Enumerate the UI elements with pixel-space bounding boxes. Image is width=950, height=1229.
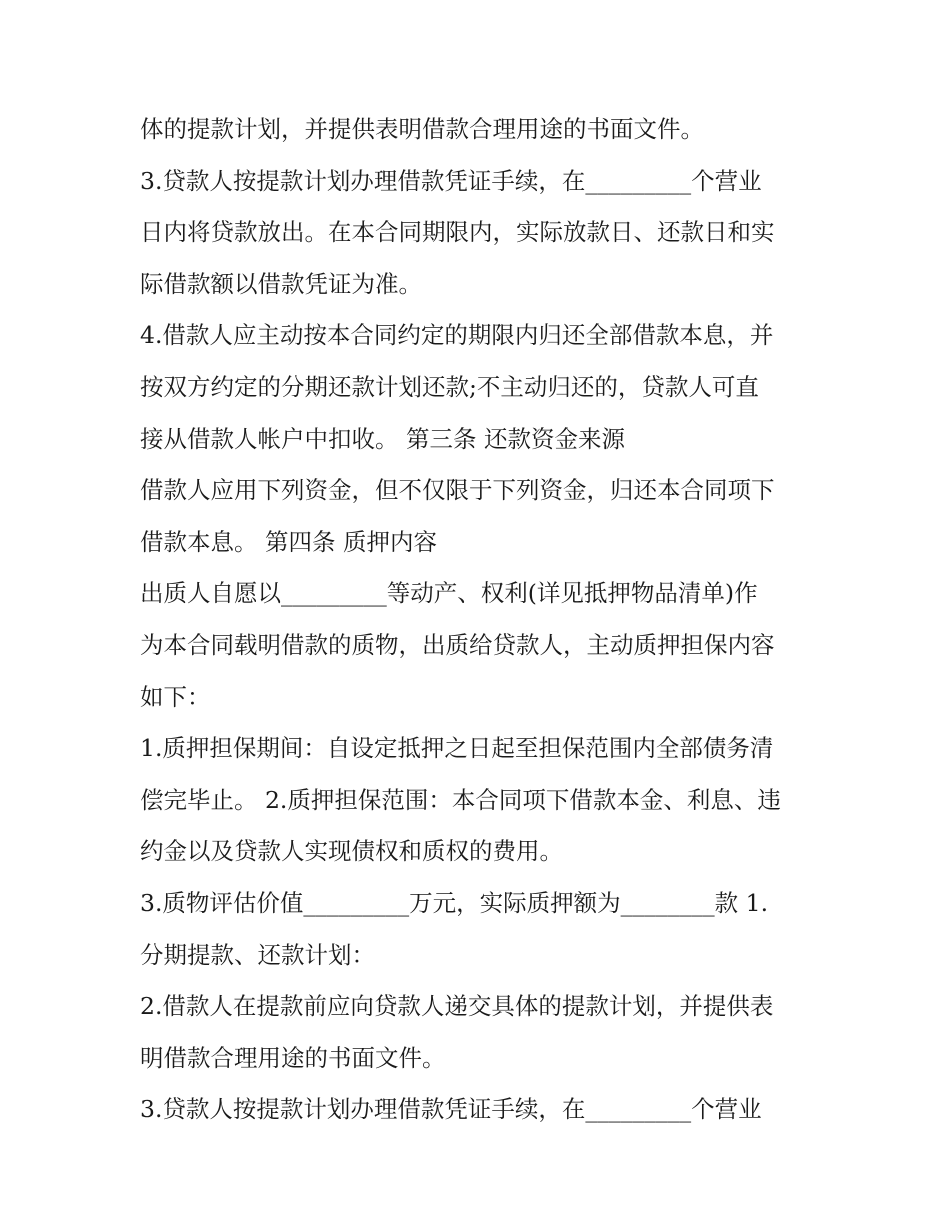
document-body [140,104,820,1136]
text-line: 际借款额以借款凭证为准。 [140,269,422,298]
text-line: 约金以及贷款人实现债权和质权的费用。 [140,837,563,866]
text-line: 日内将贷款放出。在本合同期限内，实际放款日、还款日和实 [140,218,775,247]
text-line: 借款本息。 第四条 质押内容 [140,527,437,556]
text-line: 4.借款人应主动按本合同约定的期限内归还全部借款本息，并 [140,321,774,350]
text-line: 为本合同载明借款的质物，出质给贷款人，主动质押担保内容 [140,630,775,659]
text-line: 明借款合理用途的书面文件。 [140,1043,446,1072]
text-line: 3.贷款人按提款计划办理借款凭证手续，在_________个营业 [140,166,762,195]
text-line: 3.贷款人按提款计划办理借款凭证手续，在_________个营业 [140,1095,762,1124]
text-line: 偿完毕止。 2.质押担保范围：本合同项下借款本金、利息、违 [140,785,781,814]
text-line: 如下： [140,682,211,711]
text-line: 2.借款人在提款前应向贷款人递交具体的提款计划，并提供表 [140,992,774,1021]
text-line: 按双方约定的分期还款计划还款;不主动归还的，贷款人可直 [140,372,759,401]
text-line: 体的提款计划，并提供表明借款合理用途的书面文件。 [140,115,704,143]
text-line: 分期提款、还款计划： [140,940,375,969]
text-line: 1.质押担保期间：自设定抵押之日起至担保范围内全部债务清 [140,734,774,763]
text-line: 接从借款人帐户中扣收。 第三条 还款资金来源 [140,424,625,453]
text-line: 借款人应用下列资金，但不仅限于下列资金，归还本合同项下 [140,476,775,505]
text-line: 3.质物评估价值_________万元，实际质押额为________款 1. [140,888,769,917]
text-line: 出质人自愿以_________等动产、权利(详见抵押物品清单)作 [140,579,758,608]
